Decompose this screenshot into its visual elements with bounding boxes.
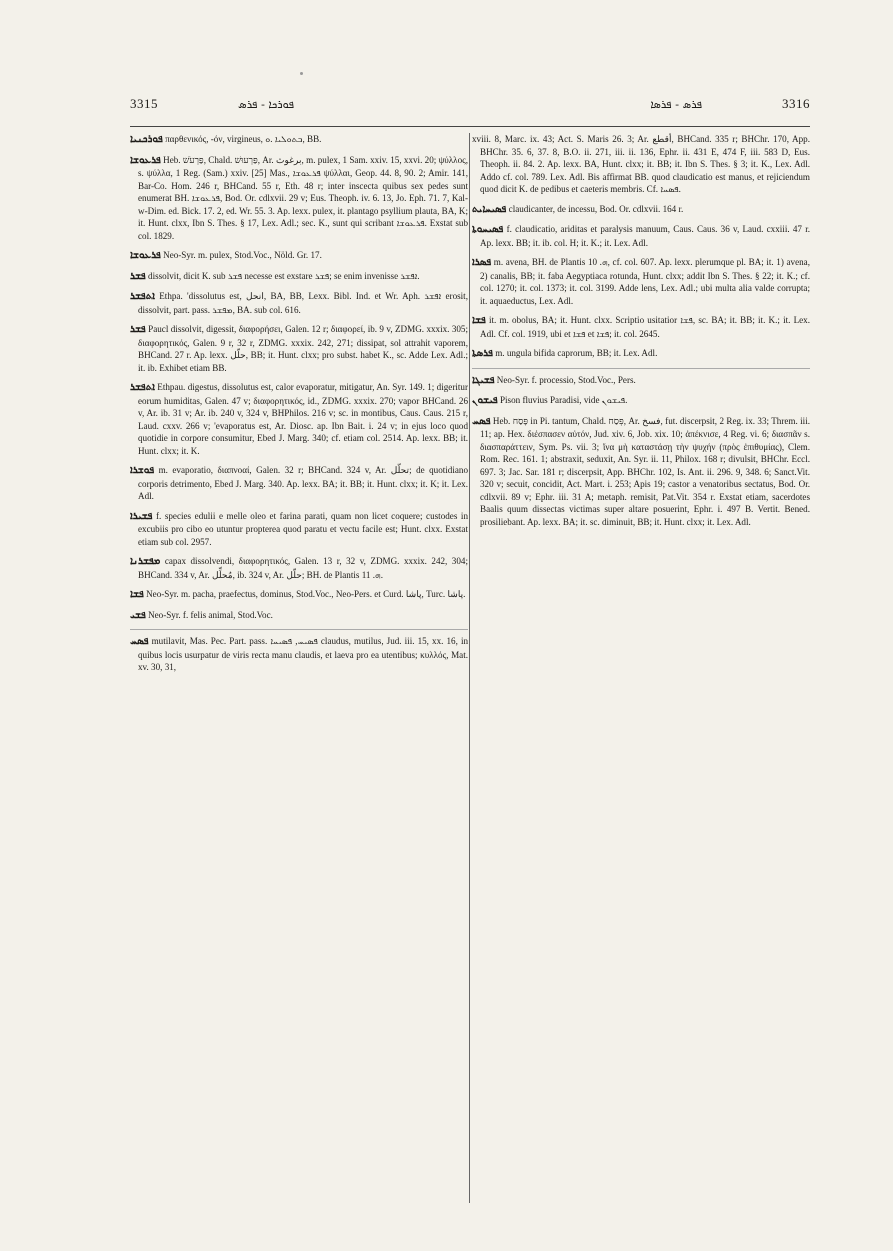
entry-text: Neo-Syr. m. pulex, Stod.Voc., Nöld. Gr. 17.	[163, 250, 322, 260]
entry-text: capax dissolvendi, διαφορητικός, Galen. 13 r, 32 v, ZDMG. xxxix. 242, 304; BHCand. 334 v, Ar. مُحلِّل, ib. 324 v, Ar. حلّل; BH. de Plantis ܗ. 11.	[138, 556, 468, 580]
entry-lemma: ܦܫܐ	[472, 315, 486, 326]
dictionary-entry	[472, 203, 810, 217]
entry-text: Neo-Syr. f. felis animal, Stod.Voc.	[148, 609, 273, 620]
dictionary-entry	[472, 394, 810, 408]
dictionary-entry	[130, 249, 468, 263]
dictionary-entry	[472, 314, 810, 340]
entry-lemma: ܦܘܫܪܐ	[130, 465, 155, 476]
entry-lemma: ܦܣܚ	[130, 636, 149, 647]
entry-lemma: ܦܝܫܘܢ	[472, 395, 498, 406]
entry-text: Heb. פָּסַח in Pi. tantum, Chald. פְּסַח, Ar. فسخ, fut. discerpsit, 2 Reg. ix. 33; Threm. iii. 11; ap. Hex. διέσπασεν αὐτόν, Jud. xiv. 6, Job. xix. 10; ἀπέκνισε, 4 Reg. vi. 6; διασπᾶν s. διασπαράττειν, Sym. Ps. vii. 3; ἵνα μὴ καταστάσῃ τὴν ψυχήν (πρὸς ἐπιθυμίας), Clem. Rom. Rec. 161. 1; abstraxit, seduxit, An. Syr. ii. 11, Philox. 168 r; divulsit, BHChr. Eccl. 697. 3; Jac. Sar. 181 r; discerpsit, App. BHChr. 102, Is. Ant. ii. 296. 9, 348. 6; Sanct.Vit. 320 v; secuit, concidit, Act. Mart. i. 253; Apis 19; castor a venatoribus sectatus, Bod. Or. cdlxvii. 89 v; Ephr. iii. 31 A; metaph. remisit, Pat.Vit. 354 r. Exstat etiam, sacerdotes Baalis quum dissectas victimas super altare posuerint, Ephr. i. 497 B. Vertit. Bened. prosiliebant. Ap. lexx. BA; it. sc. diminuit, BB; it. Hunt. clxx; it. Lex. Adl.	[480, 415, 811, 527]
entry-text: mutilavit, Mas. Pec. Part. pass. ܦܣܝܚ, ܦܣܝܚܐ claudus, mutilus, Jud. iii. 15, xx. 16, in quibus locis usurpatur de viris recta manu claudis, et laeva pro ea utentibus; κυλλός, Mat. xv. 30, 31,	[138, 636, 469, 672]
entry-text: m. evaporatio, διαπνοαί, Galen. 32 r; BHCand. 324 v, Ar. تحلّل; de quotidiano corporis detrimento, Ebed J. Marg. 340. Ap. lexx. BA; it. BB; it. Hunt. clxx; it. K; it. Lex. Adl.	[138, 465, 468, 501]
entry-lemma: ܦܣܝܚܐܝܬ	[472, 203, 507, 215]
dictionary-entry	[472, 347, 810, 361]
running-head-right: ܦܪܣ - ܦܪܣܐ	[650, 98, 702, 111]
dictionary-entry	[472, 368, 810, 388]
dictionary-entry	[472, 223, 810, 249]
dictionary-entry	[130, 629, 468, 674]
speck	[300, 72, 303, 75]
dictionary-entry	[130, 154, 468, 243]
entry-text: it. m. obolus, BA; it. Hunt. clxx. Scriptio usitatior ܦܫܐ, sc. BA; it. BB; it. K.; it. Lex. Adl. Cf. col. 1919, ubi et ܦܫܐ et ܦܫܐ; it. col. 2645.	[480, 315, 810, 339]
entry-text: Neo-Syr. f. processio, Stod.Voc., Pers.	[496, 374, 636, 385]
dictionary-entry	[472, 133, 810, 196]
dictionary-entry	[130, 381, 468, 457]
entry-text: παρθενικός, -όν, virgineus, ܒܬܘܠܝܐ .ܘ, BB.	[165, 134, 322, 144]
entry-lemma: ܦܪܥܘܫܐ	[130, 250, 161, 261]
dictionary-entry	[130, 555, 468, 581]
left-column	[130, 133, 468, 681]
entry-text: f. claudicatio, ariditas et paralysis manuum, Caus. Caus. 36 v, Laud. cxxiii. 47 r. Ap. lexx. BB; it. ib. col. H; it. K.; it. Lex. Adl.	[480, 224, 810, 248]
entry-lemma: ܦܪܣܬܐ	[472, 348, 493, 359]
dictionary-entry	[472, 256, 810, 307]
entry-lemma: ܦܘܪܟܢܝܐ	[130, 134, 163, 145]
entry-text: Pison fluvius Paradisi, vide ܦܝܫܘܢ.	[499, 395, 628, 405]
dictionary-entry	[130, 133, 468, 147]
page-header	[130, 96, 810, 122]
dictionary-entry	[130, 290, 468, 316]
dictionary-entry	[130, 464, 468, 503]
entry-text: Ethpau. digestus, dissolutus est, calor evaporatur, mitigatur, An. Syr. 149. 1; digeritur eorum humiditas, Galen. 47 v; διαφορητικός, id., ZDMG. xxxix. 270; vapor BHCand. 26 v, Ar. ib. 31 v; Ar. ib. 240 v, 324 v, BHPhilos. 216 v; sc. in montibus, Caus. Caus. 215 r, Laud. cxxv. 266 v; 'evaporatus est, Ar. Diosc. ap. Ibn Bait. i. 24 v; in ejus loco quod quotidie in corpore consumitur, Ebed J. Marg. 340; cf. etiam col. 2514. Ap. lexx. BB; it. Hunt. clxx; it. K.	[138, 382, 468, 456]
entry-text: claudicanter, de incessu, Bod. Or. cdlxvii. 164 r.	[508, 203, 684, 214]
entry-lemma: ܦܫܝܪܐ	[130, 510, 153, 522]
entry-text: Paucl dissolvit, digessit, διαφορήσει, Galen. 12 r; διαφορεί, ib. 9 v, ZDMG. xxxix. 305; διαφορητικός, Galen. 9 r, 32 r, ZDMG. xxxix. 242, 271; dissipat, sol attrahit vaporem, BHCand. 27 r. Ap. lexx. حلّل, BB; it. Hunt. clxx; pro subst. habet K., sc. Adde Lex. Adl.; it. ib. Exhibet etiam BB.	[138, 324, 468, 373]
dictionary-entry	[130, 609, 468, 623]
entry-text: Ethpa. 'dissolutus est, انحل, BA, BB, Lexx. Bibl. Ind. et Wr. Aph. ܐܦܫܪ erosit, dissolvit, part. pass. ܡܦܫܪ, BA. sub col. 616.	[138, 291, 468, 315]
entry-lemma: ܦܫܪ	[130, 324, 146, 335]
entry-lemma: ܦܣܝܚܘܬܐ	[472, 224, 504, 235]
entry-lemma: ܦܫܝ	[130, 609, 146, 621]
entry-lemma: ܡܦܫܪܢܐ	[130, 556, 161, 567]
entry-lemma: ܐܬܦܫܪ	[130, 291, 155, 302]
header-rule	[130, 126, 810, 127]
entry-lemma: ܦܣܚ	[472, 415, 491, 427]
column-divider	[469, 133, 470, 1203]
page-number-right: 3316	[782, 96, 810, 111]
entry-text: Neo-Syr. m. pacha, praefectus, dominus, Stod.Voc., Neo-Pers. et Curd. پاشا, Turc. پاشا.	[146, 589, 466, 599]
right-column	[472, 133, 810, 535]
entry-text: m. avena, BH. de Plantis ܗ. 10, cf. col. 607. Ap. lexx. plerumque pl. BA; it. 1) avena, 2) canalis, BB; it. faba Aegyptiaca rotunda, Hunt. clxx; addit Ibn S. Thes. § 22; it. K.; cf. col. 1270; it. col. 1373; it. col. 3199. Adde lens, Lex. Adl.; ubi multa alia valde corrupta; it. aquaeductus, Lex. Adl.	[480, 257, 810, 306]
page-number-left: 3315	[130, 96, 158, 111]
entry-lemma: ܦܪܥܘܫܐ	[130, 154, 161, 166]
entry-text: m. ungula bifida caprorum, BB; it. Lex. Adl.	[495, 348, 658, 358]
entry-lemma: ܐܬܦܫܪ	[130, 382, 155, 393]
dictionary-entry	[472, 415, 810, 529]
dictionary-entry	[130, 510, 468, 549]
entry-text: f. species edulii e melle oleo et farina parati, quam non licet coquere; custodes in excubiis pro cibo eo utuntur propterea quod paratu et vectu facile est; Hunt. clxx. Exstat etiam sub col. 2957.	[138, 510, 469, 547]
entry-lemma: ܦܫܝܓܐ	[472, 374, 495, 386]
entry-lemma: ܦܣܪܐ	[472, 257, 492, 268]
dictionary-entry	[130, 270, 468, 284]
dictionary-entry	[130, 323, 468, 374]
dictionary-entry	[130, 588, 468, 602]
entry-text: dissolvit, dicit K. sub ܦܫܪ necesse est exstare ܦܫܪ; se enim invenisse ܐܦܫܪ.	[148, 270, 420, 281]
entry-lemma: ܦܫܐ	[130, 589, 144, 600]
entry-text: Heb. פַּרְעֹשׁ, Chald. פַּרְעוּשׁ, Ar. برغوث, m. pulex, 1 Sam. xxiv. 15, xxvi. 20; ψύλλος, s. ψύλλα, 1 Reg. (Sam.) xxiv. [25] Mas., ܦܪܥܘܫܐ ψύλλαι, Geop. 44. 8, 90. 2; Amir. 141, Bar-Co. Hom. 246 r, BHCand. 55 r, Eth. 48 r; inter inscecta quibus sex pedes sunt enumerat BH. ܦܪܥܘܫܐ, Bod. Or. cdlxvii. 29 v; Eus. Theoph. iv. 6. 13, Jo. Eph. 71. 7, Kal-w-Dim. ed. Bick. 17. 2, ed. Wr. 55. 3. Ap. lexx. pulex, it. plantago psyllium plauta, BA, K; it. Hunt. clxx, Ibn S. Thes. § 17, Lex. Adl.; sec. K., sunt qui scribant ܦܪܥܘܫܐ. Exstat sub col. 1829.	[138, 154, 469, 241]
entry-lemma: ܦܫܪ	[130, 270, 146, 282]
running-head-left: ܦܘܪܟܐ - ܦܪܣ	[238, 98, 295, 111]
entry-text: xviii. 8, Marc. ix. 43; Act. S. Maris 26. 3; Ar. أقطع, BHCand. 335 r; BHChr. 170, App. BHChr. 35. 6, 37. 8, B.O. ii. 271, iii. ii. 136, Ephr. ii. 431 E, 474 F, iii. 583 D, Eus. Theoph. ii. 84. 2. Ap. lexx. BA, Hunt. clxx; it. BB; it. Ibn S. Thes. § 3; it. K., Lex. Adl. Addo cf. col. 789. Lex. Adl. Bis affirmat BB. quod claudicatio est manus, et rejiciendum quod dicit K. de pedibus et caeteris membris. Cf. ܦܣܚܐ.	[472, 134, 810, 194]
